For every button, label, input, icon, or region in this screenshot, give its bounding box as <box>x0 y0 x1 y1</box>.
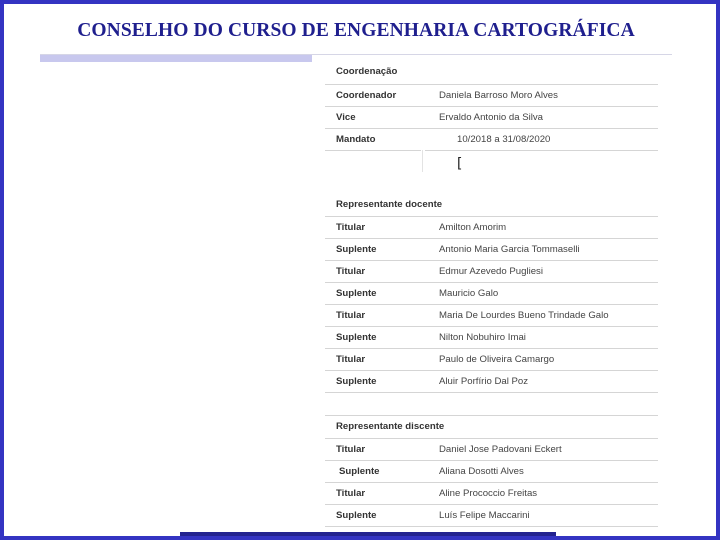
member-name: Daniela Barroso Moro Alves <box>439 90 558 101</box>
section-heading-discente: Representante discente <box>336 421 445 432</box>
member-name: Aline Prococcio Freitas <box>439 488 538 499</box>
role-label: Titular <box>336 222 366 233</box>
table-row-mandato <box>325 129 658 150</box>
table-row <box>325 349 658 371</box>
table-row <box>325 327 658 349</box>
section-heading-coordenacao: Coordenação <box>336 66 398 77</box>
page-title: CONSELHO DO CURSO DE ENGENHARIA CARTOGRÁFICA <box>77 20 635 41</box>
role-label: Coordenador <box>336 90 397 101</box>
role-label: Titular <box>336 266 366 277</box>
member-name: Amilton Amorim <box>439 222 507 233</box>
role-label: Suplente <box>339 466 380 477</box>
role-label: Titular <box>336 310 366 321</box>
council-table <box>325 60 658 527</box>
role-label: Suplente <box>336 244 377 255</box>
section-spacer <box>325 393 658 416</box>
footer-bar <box>180 532 556 536</box>
divider-line <box>422 150 423 172</box>
role-label: Titular <box>336 444 366 455</box>
table-row <box>325 461 658 483</box>
member-name: Antonio Maria Garcia Tommaselli <box>439 244 580 255</box>
role-label: Suplente <box>336 376 377 387</box>
member-name: Edmur Azevedo Pugliesi <box>439 266 543 277</box>
table-row <box>325 216 658 239</box>
role-label: Mandato <box>336 134 376 145</box>
accent-bar <box>40 55 312 62</box>
member-name: Aliana Dosotti Alves <box>439 466 524 477</box>
member-name: Paulo de Oliveira Camargo <box>439 354 555 365</box>
member-name: Luís Felipe Maccarini <box>439 510 530 521</box>
mandato-divider <box>325 150 658 194</box>
table-row <box>325 239 658 261</box>
member-name: Nilton Nobuhiro Imai <box>439 332 526 343</box>
role-label: Titular <box>336 488 366 499</box>
member-name: Daniel Jose Padovani Eckert <box>439 444 562 455</box>
mandato-value: 10/2018 a 31/08/2020 <box>457 134 551 145</box>
member-name: Mauricio Galo <box>439 288 499 299</box>
table-row <box>325 505 658 527</box>
role-label: Suplente <box>336 332 377 343</box>
member-name: Ervaldo Antonio da Silva <box>439 112 543 123</box>
table-row <box>325 438 658 461</box>
table-row <box>325 371 658 393</box>
member-name: Aluir Porfírio Dal Poz <box>439 376 529 387</box>
text-cursor: [ <box>455 156 464 172</box>
divider-line <box>425 150 658 151</box>
role-label: Suplente <box>336 510 377 521</box>
role-label: Suplente <box>336 288 377 299</box>
member-name: Maria De Lourdes Bueno Trindade Galo <box>439 310 609 321</box>
section-heading-docente: Representante docente <box>336 199 443 210</box>
role-label: Vice <box>336 112 356 123</box>
table-row <box>325 261 658 283</box>
divider-line <box>325 150 421 151</box>
table-row <box>325 483 658 505</box>
table-row <box>325 283 658 305</box>
table-row <box>325 107 658 129</box>
table-row <box>325 305 658 327</box>
table-row <box>325 84 658 107</box>
role-label: Titular <box>336 354 366 365</box>
